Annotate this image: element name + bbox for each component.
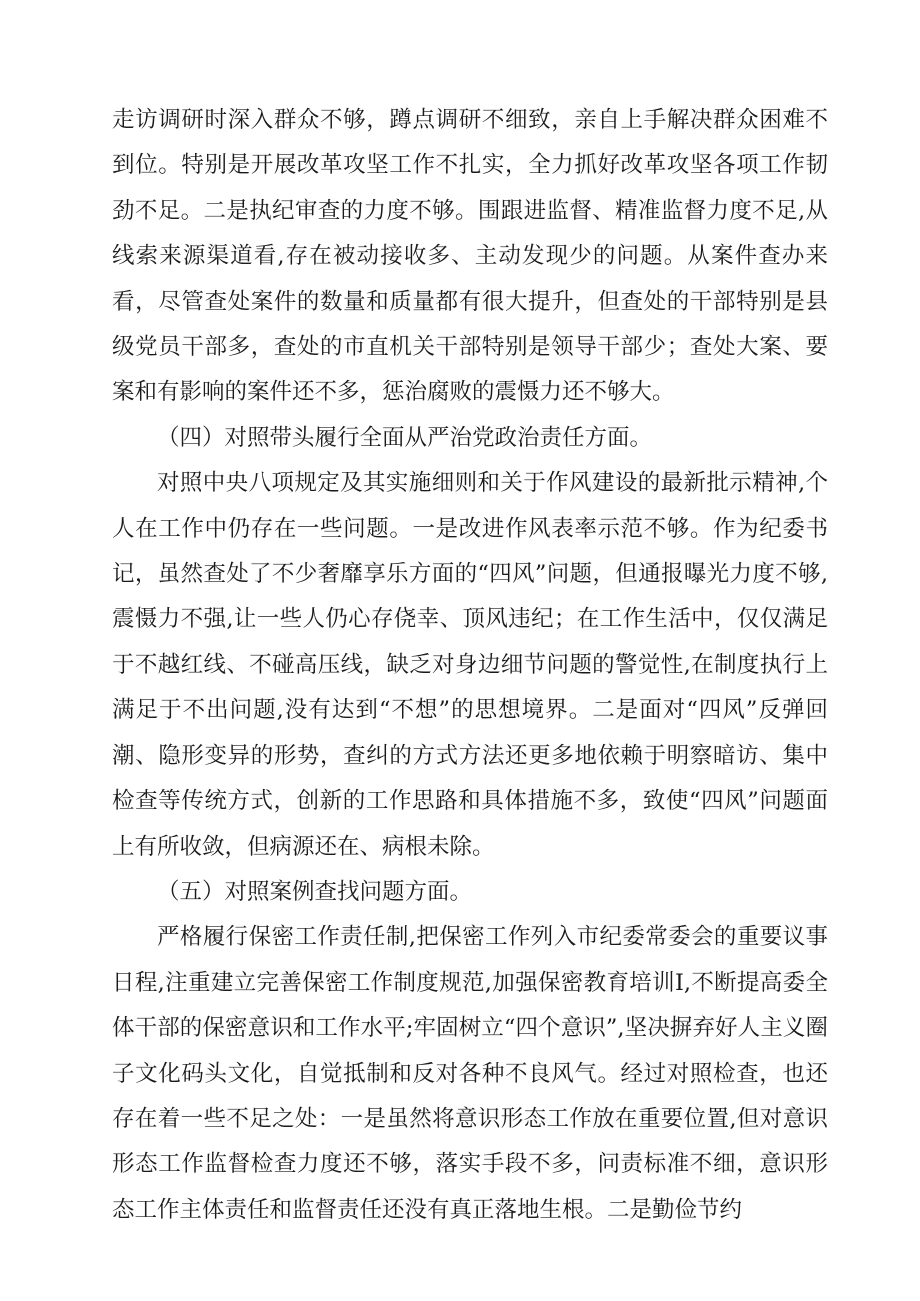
section-heading-four: （四）对照带头履行全面从严治党政治责任方面。 [157,424,653,451]
paragraph-section-four: 对照中央八项规定及其实施细则和关于作风建设的最新批示精神,个人在工作中仍存在一些问题。一是改进作风表率示范不够。作为纪委书记，虽然查处了不少奢靡享乐方面的“四风”问题，但通报曝光力度不够,震慑力不强,让一些人仍心存侥幸、顶风违纪；在工作生活中，仅仅满足于不越红线、不碰高压线，缺乏对身边细节问题的警觉性,在制度执行上满足于不出问题,没有达到“不想”的思想境界。二是面对“四风”反弹回潮、隐形变异的形势，查纠的方式方法还更多地依赖于明察暗访、集中检查等传统方式，创新的工作思路和具体措施不多，致使“四风”问题面上有所收敛，但病源还在、病根未除。 [112,470,828,860]
section-heading-five: （五）对照案例查找问题方面。 [157,878,473,905]
document-body [112,98,828,1233]
paragraph-continued-text: 走访调研时深入群众不够，蹲点调研不细致，亲自上手解决群众困难不到位。特别是开展改革攻坚工作不扎实，全力抓好改革攻坚各项工作韧劲不足。二是执纪审查的力度不够。围跟进监督、精准监督力度不足,从线索来源渠道看,存在被动接收多、主动发现少的问题。从案件查办来看，尽管查处案件的数量和质量都有很大提升，但查处的干部特别是县级党员干部多，查处的市直机关干部特别是领导干部少；查处大案、要案和有影响的案件还不多，惩治腐败的震慑力还不够大。 [112,107,828,406]
paragraph-section-five: 严格履行保密工作责任制,把保密工作列入市纪委常委会的重要议事日程,注重建立完善保密工作制度规范,加强保密教育培训I,不断提高委全体干部的保密意识和工作水平;牢固树立“四个意识”,坚决摒弃好人主义圈子文化码头文化，自觉抵制和反对各种不良风气。经过对照检查，也还存在着一些不足之处：一是虽然将意识形态工作放在重要位置,但对意识形态工作监督检查力度还不够，落实手段不多，问责标准不细，意识形态工作主体责任和监督责任还没有真正落地生根。二是勤俭节约 [112,924,828,1223]
